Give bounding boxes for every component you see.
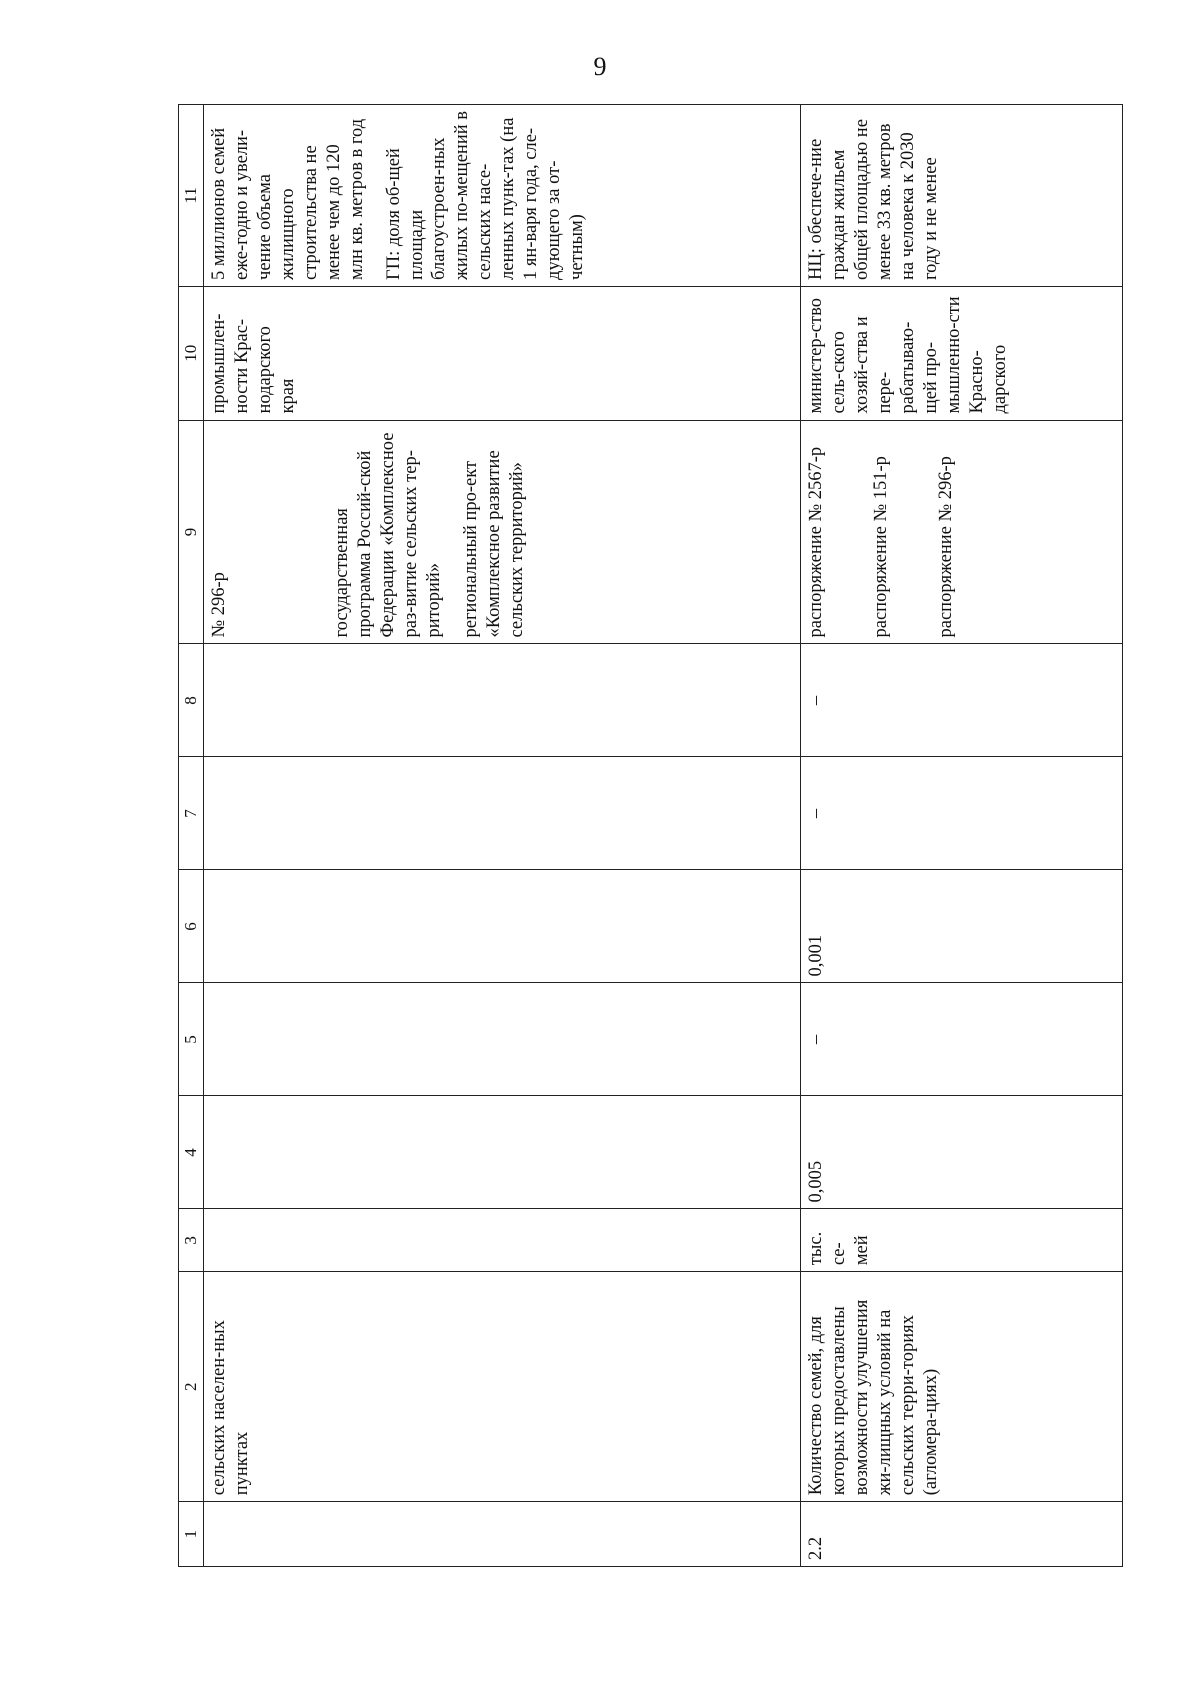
header-cell-4: 4 — [179, 1096, 204, 1209]
header-row — [179, 105, 204, 1567]
header-cell-3: 3 — [179, 1209, 204, 1272]
cell-responsible: министер-ство сель-ского хозяй-ства и пере-рабатываю-щей про-мышленно-сти Красно-дарского — [801, 286, 1123, 420]
cell-indicator-name: сельских населен-ных пунктах — [204, 1272, 801, 1502]
header-cell-9: 9 — [179, 420, 204, 644]
cell-goals — [204, 105, 801, 287]
cell-value-8 — [204, 644, 801, 757]
document-ref: распоряжение № 151-р — [870, 456, 891, 638]
cell-value-6 — [204, 870, 801, 983]
cell-number — [204, 1502, 801, 1567]
cell-value-4 — [204, 1096, 801, 1209]
goal-text: ГП: доля об-щей площади благоустроен-ных жилых по-мещений в сельских насе-ленных пунк-тах (на 1 ян-варя года, сле-дующего за от-четным) — [383, 111, 588, 280]
cell-value-6: 0,001 — [801, 870, 1123, 983]
cell-value-7: – — [801, 757, 1123, 870]
header-cell-1: 1 — [179, 1502, 204, 1567]
header-cell-7: 7 — [179, 757, 204, 870]
cell-indicator-name: Количество семей, для которых предоставлены возможности улучшения жи-лищных условий на сельских терри-ториях (агломера-циях) — [801, 1272, 1123, 1502]
header-cell-2: 2 — [179, 1272, 204, 1502]
document-ref: государственная программа Россий-ской Федерации «Комплексное раз-витие сельских тер-риторий» — [331, 432, 444, 638]
page-number: 9 — [593, 52, 607, 81]
goal-text: 5 миллионов семей еже-годно и увели-чение объема жилищного строительства не менее чем до 120 млн кв. метров в год — [209, 118, 367, 280]
cell-value-5 — [204, 983, 801, 1096]
header-cell-8: 8 — [179, 644, 204, 757]
document-ref: распоряжение № 296-р — [935, 456, 956, 638]
rotated-table-wrapper — [178, 104, 1010, 1567]
cell-value-7 — [204, 757, 801, 870]
cell-documents — [801, 420, 1123, 644]
cell-value-4: 0,005 — [801, 1096, 1123, 1209]
header-cell-6: 6 — [179, 870, 204, 983]
cell-unit — [204, 1209, 801, 1272]
cell-documents — [204, 420, 801, 644]
cell-unit: тыс. се-мей — [801, 1209, 1123, 1272]
document-ref: распоряжение № 2567-р — [806, 446, 826, 638]
document-ref: региональный про-ект «Комплексное развитие сельских территорий» — [460, 450, 527, 638]
header-cell-5: 5 — [179, 983, 204, 1096]
document-ref: № 296-р — [209, 572, 229, 638]
table-row-2-2 — [801, 105, 1123, 1567]
header-cell-10: 10 — [179, 286, 204, 420]
cell-value-5: – — [801, 983, 1123, 1096]
cell-responsible: промышлен-ности Крас-нодарского края — [204, 286, 801, 420]
header-cell-11: 11 — [179, 105, 204, 287]
cell-goals: НЦ: обеспече-ние граждан жильем общей площадью не менее 33 кв. метров на человека к 2030 году и не менее — [801, 105, 1123, 287]
cell-value-8: – — [801, 644, 1123, 757]
cell-number: 2.2 — [801, 1502, 1123, 1567]
indicators-table — [178, 104, 1123, 1567]
table-row-continuation — [204, 105, 801, 1567]
